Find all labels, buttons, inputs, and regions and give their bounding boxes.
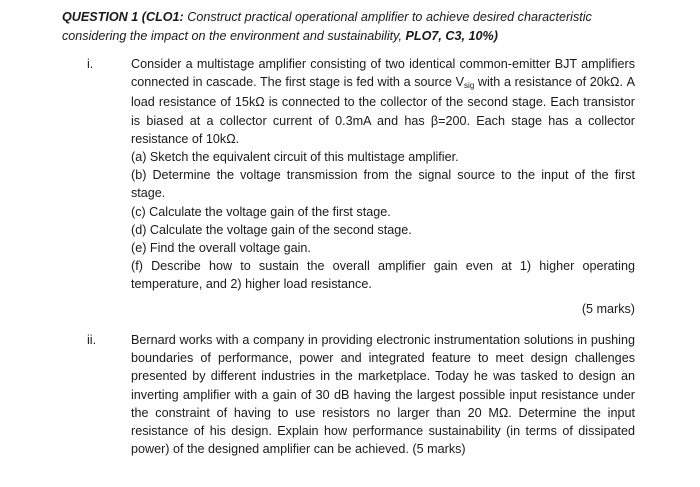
question-label: QUESTION 1 (CLO1: [62,10,184,24]
question-tags: PLO7, C3, 10%) [405,29,498,43]
question-text-part1: Construct practical operational amplifier to achieve desired characteristic [183,10,592,24]
marks-label: (5 marks) [581,301,635,316]
item-stem: Bernard works with a company in providing electronic instrumentation solutions in pushing boundaries of performance, power and integrated feature to meet design challenges presented by different industries in the marketplace. Today he was tasked to design an inverting amplifier with a gain of 30 dB having the largest possible input resistance under the constraint of having to use resistors no larger than 20 MΩ. Determine the input resistance of his design. Explain how performance sustainability (in terms of dissipated power) of the designed amplifier can be achieved. (5 marks) [131,333,635,457]
item-number: ii. [87,333,97,347]
item-body [131,55,635,318]
item-number: i. [87,57,94,71]
item-body [131,331,635,458]
item-stem-subscript: sig [464,81,475,91]
question-header [62,8,662,46]
question-text-part2: considering the impact on the environment and sustainability, [62,29,406,43]
item-stem-part1: Consider a multistage amplifier consisting of two identical common-emitter BJT amplifiers connected in cascade. The first stage is fed with a source V [131,57,635,90]
part-d: (d) Calculate the voltage gain of the second stage. [131,222,412,237]
part-a: (a) Sketch the equivalent circuit of this multistage amplifier. [131,150,459,165]
part-f: (f) Describe how to sustain the overall amplifier gain even at 1) higher operating temperature, and 2) higher load resistance. [131,259,635,292]
part-c: (c) Calculate the voltage gain of the first stage. [131,204,391,219]
part-b: (b) Determine the voltage transmission from the signal source to the input of the first stage. [131,168,635,201]
item-stem-part2: with a resistance of 20kΩ. A load resistance of 15kΩ is connected to the collector of the second stage. Each transistor is biased at a collector current of 0.3mA and has β=200. Each stage has a collector resistance of 10kΩ. [131,75,635,146]
part-e: (e) Find the overall voltage gain. [131,241,311,256]
item-stem [131,55,635,148]
